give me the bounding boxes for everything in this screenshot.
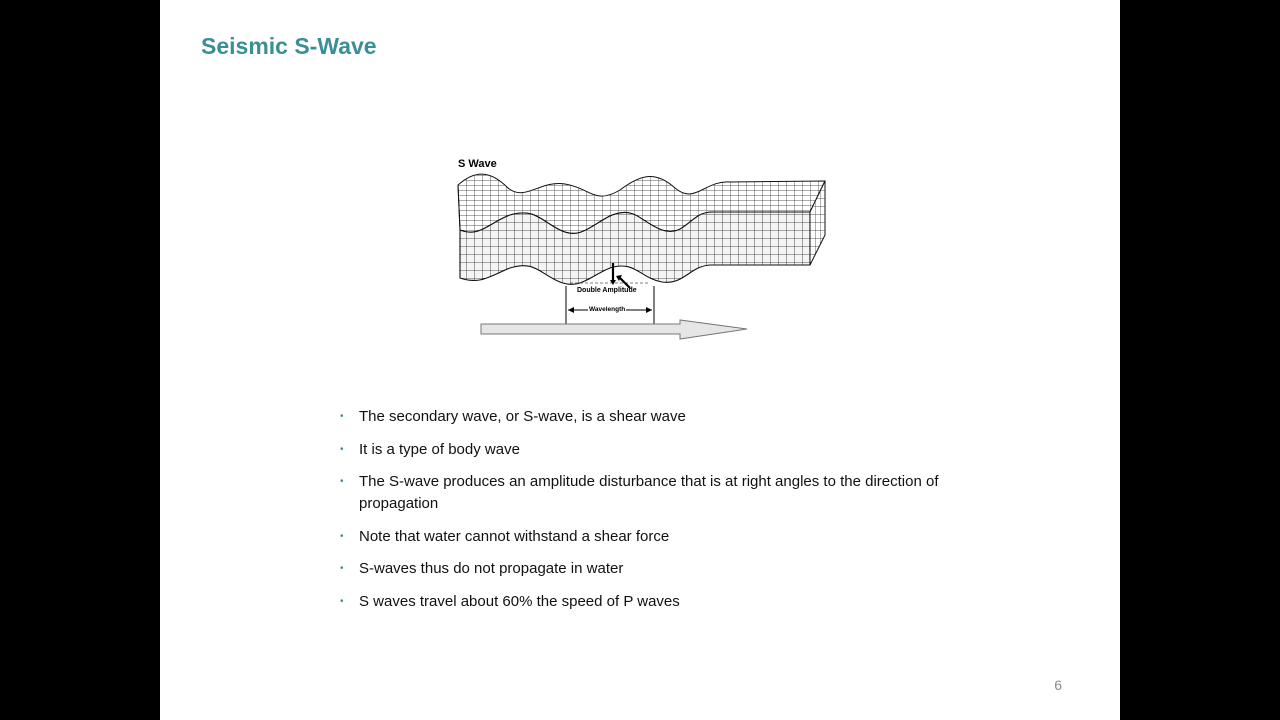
bullet-list	[340, 406, 1020, 623]
propagation-arrow	[481, 320, 747, 339]
slide-title: Seismic S-Wave	[201, 33, 377, 59]
bullet-icon: •	[340, 411, 344, 422]
bullet-text: The secondary wave, or S-wave, is a shear wave	[359, 408, 686, 425]
page-number: 6	[1054, 677, 1062, 693]
bullet-text: It is a type of body wave	[359, 440, 520, 458]
wavelength-label: Wavelength	[589, 306, 626, 313]
bullet-text: S-waves thus do not propagate in water	[359, 560, 624, 577]
bullet-text: Note that water cannot withstand a shear force	[359, 527, 670, 545]
bullet-icon: •	[340, 563, 344, 574]
bullet-icon: •	[340, 530, 344, 542]
double-amplitude-label: Double Amplitude	[577, 287, 637, 294]
bullet-text: The S-wave produces an amplitude disturbance that is at right angles to the direction of propagation	[359, 473, 939, 512]
bullet-icon: •	[340, 595, 344, 607]
bullet-item	[340, 439, 1020, 461]
slide	[160, 0, 1120, 720]
s-wave-figure	[450, 150, 830, 350]
bullet-icon: •	[340, 476, 344, 487]
bullet-item	[340, 558, 1020, 580]
s-wave-diagram	[450, 150, 830, 350]
bullet-icon: •	[340, 443, 344, 455]
bullet-item	[340, 471, 1020, 515]
bullet-text: S waves travel about 60% the speed of P waves	[359, 592, 680, 610]
bullet-item	[340, 591, 1020, 613]
bullet-item	[340, 526, 1020, 548]
wave-front-face	[460, 212, 810, 284]
figure-caption: S Wave	[458, 158, 497, 170]
bullet-item	[340, 406, 1020, 428]
